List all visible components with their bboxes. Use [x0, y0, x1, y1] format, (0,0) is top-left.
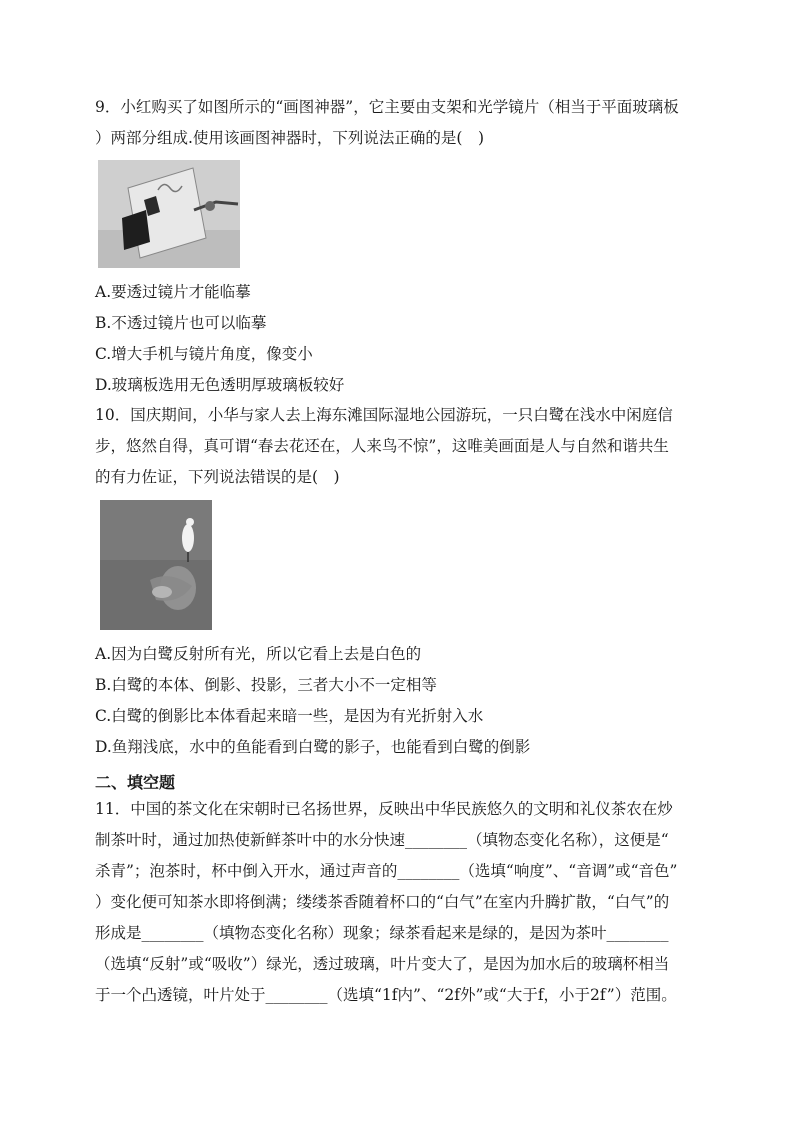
q11-line-1: 11．中国的茶文化在宋朝时已名扬世界，反映出中华民族悠久的文明和礼仪茶农在炒	[95, 800, 673, 818]
q11-line-6: （选填“反射”或“吸收”）绿光，透过玻璃，叶片变大了，是因为加水后的玻璃杯相当	[95, 955, 670, 973]
q10-stem-line-3: 的有力佐证，下列说法错误的是( )	[95, 468, 340, 486]
q10-option-c: C.白鹭的倒影比本体看起来暗一些，是因为有光折射入水	[95, 707, 484, 725]
q10-stem-line-2: 步，悠然自得，真可谓“春去花还在，人来鸟不惊”，这唯美画面是人与自然和谐共生	[95, 437, 669, 455]
drawing-tool-photo	[98, 160, 240, 268]
q11-line-2: 制茶叶时，通过加热使新鲜茶叶中的水分快速________（填物态变化名称），这便是“	[95, 831, 669, 849]
egret-photo	[100, 500, 212, 630]
q9-stem-line-1: 9．小红购买了如图所示的“画图神器”，它主要由支架和光学镜片（相当于平面玻璃板	[95, 98, 679, 116]
q9-option-a: A.要透过镜片才能临摹	[95, 283, 251, 301]
q11-line-4: ）变化便可知茶水即将倒满；缕缕茶香随着杯口的“白气”在室内升腾扩散，“白气”的	[95, 893, 670, 911]
q10-option-b: B.白鹭的本体、倒影、投影，三者大小不一定相等	[95, 676, 437, 694]
q9-option-d: D.玻璃板选用无色透明厚玻璃板较好	[95, 376, 345, 394]
q9-option-c: C.增大手机与镜片角度，像变小	[95, 345, 313, 363]
q10-stem-line-1: 10．国庆期间，小华与家人去上海东滩国际湿地公园游玩，一只白鹭在浅水中闲庭信	[95, 406, 673, 424]
q10-option-d: D.鱼翔浅底，水中的鱼能看到白鹭的影子，也能看到白鹭的倒影	[95, 738, 531, 756]
section-title-fill-in: 二、填空题	[95, 773, 176, 792]
egret-image	[100, 500, 212, 630]
q9-option-b: B.不透过镜片也可以临摹	[95, 314, 267, 332]
q10-option-a: A.因为白鹭反射所有光，所以它看上去是白色的	[95, 645, 422, 663]
q11-line-7: 于一个凸透镜，叶片处于________（选填“1f内”、“2f外”或“大于f，小于2f”）范围。	[95, 986, 677, 1004]
q11-line-5: 形成是________（填物态变化名称）现象；绿茶看起来是绿的，是因为茶叶________	[95, 924, 669, 942]
q9-stem-line-2: ）两部分组成.使用该画图神器时，下列说法正确的是( )	[95, 129, 485, 147]
q11-line-3: 杀青”；泡茶时，杯中倒入开水，通过声音的________（选填“响度”、“音调”或“音色”	[95, 862, 678, 880]
drawing-tool-image	[98, 160, 240, 268]
